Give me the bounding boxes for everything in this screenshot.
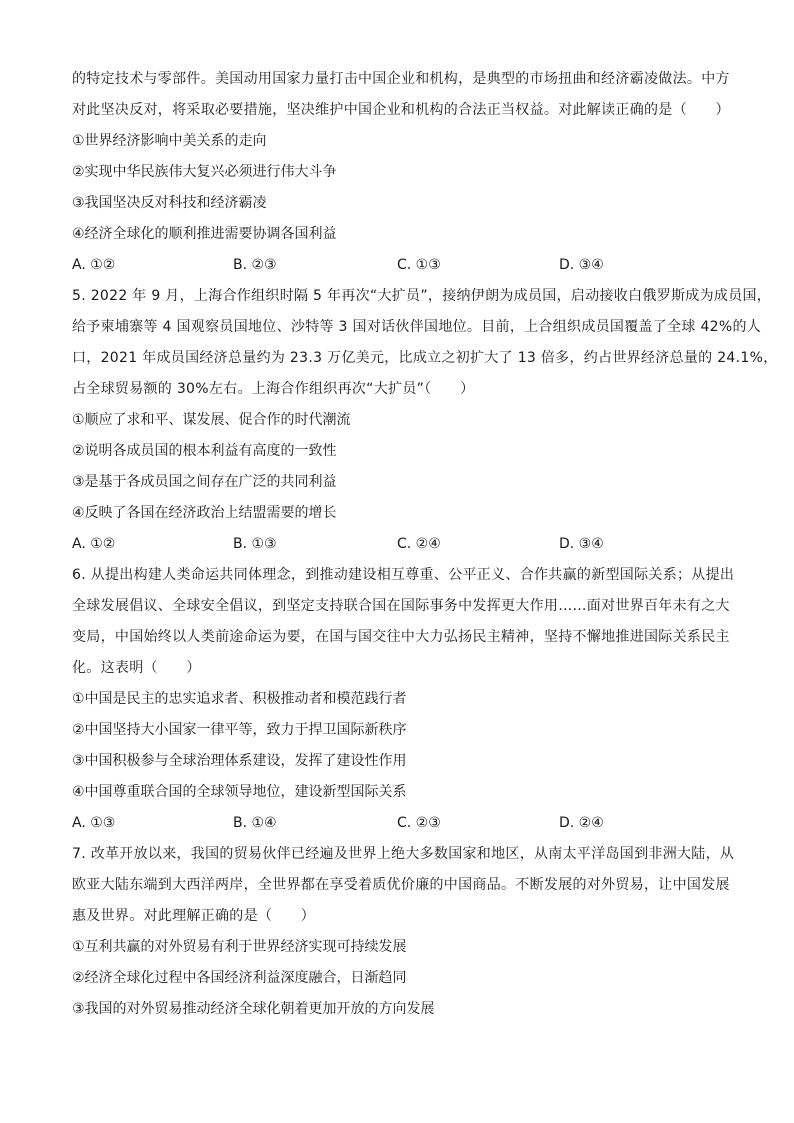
question-7-stem	[72, 839, 735, 932]
choice-d[interactable]: D. ②④	[559, 815, 604, 831]
choice-c[interactable]: C. ①③	[397, 257, 441, 273]
statement-3: ③我国坚决反对科技和经济霸凌	[72, 195, 267, 211]
stem-line: 对此坚决反对，将采取必要措施，坚决维护中国企业和机构的合法正当权益。对此解读正确的是（ ）	[72, 102, 730, 118]
stem-line: 给予柬埔寨等 4 国观察员国地位、沙特等 3 国对话伙伴国地位。目前，上合组织成员国覆盖了全球 42%的人	[72, 319, 762, 335]
statement-1: ①顺应了求和平、谋发展、促合作的时代潮流	[72, 412, 351, 428]
choice-c[interactable]: C. ②④	[397, 536, 441, 552]
statement-4: ④中国尊重联合国的全球领导地位，建设新型国际关系	[72, 784, 407, 800]
statement-1: ①互利共赢的对外贸易有利于世界经济实现可持续发展	[72, 939, 407, 955]
question-6-stem	[72, 560, 735, 684]
choice-d[interactable]: D. ③④	[559, 257, 604, 273]
stem-line: 5. 2022 年 9 月，上海合作组织时隔 5 年再次“大扩员”，接纳伊朗为成员国，启动接收白俄罗斯成为成员国，	[72, 288, 772, 304]
statement-3: ③中国积极参与全球治理体系建设，发挥了建设性作用	[72, 753, 407, 769]
statement-4: ④经济全球化的顺利推进需要协调各国利益	[72, 226, 337, 242]
question-7	[72, 839, 735, 1025]
statement-2: ②实现中华民族伟大复兴必须进行伟大斗争	[72, 164, 337, 180]
choice-a[interactable]: A. ①②	[72, 257, 116, 273]
question-4-stem	[72, 64, 730, 126]
choice-d[interactable]: D. ③④	[559, 536, 604, 552]
stem-line: 7. 改革开放以来，我国的贸易伙伴已经遍及世界上绝大多数国家和地区，从南太平洋岛国到非洲大陆，从	[72, 846, 735, 862]
stem-line: 占全球贸易额的 30%左右。上海合作组织再次“大扩员”（ ）	[72, 381, 475, 397]
question-5	[72, 281, 778, 560]
stem-line: 全球发展倡议、全球安全倡议，到坚定支持联合国在国际事务中发挥更大作用……面对世界百年未有之大	[72, 598, 730, 614]
statement-3: ③是基于各成员国之间存在广泛的共同利益	[72, 474, 337, 490]
answer-choices	[72, 250, 727, 281]
statement-1: ①中国是民主的忠实追求者、积极推动者和模范践行者	[72, 691, 407, 707]
choice-b[interactable]: B. ①④	[233, 815, 277, 831]
choice-a[interactable]: A. ①③	[72, 815, 116, 831]
choice-b[interactable]: B. ②③	[233, 257, 277, 273]
question-5-stem	[72, 281, 778, 405]
stem-line: 的特定技术与零部件。美国动用国家力量打击中国企业和机构，是典型的市场扭曲和经济霸凌做法。中方	[72, 71, 730, 87]
choice-a[interactable]: A. ①②	[72, 536, 116, 552]
statement-1: ①世界经济影响中美关系的走向	[72, 133, 267, 149]
answer-choices	[72, 529, 727, 560]
exam-page	[72, 64, 778, 1025]
answer-choices	[72, 808, 727, 839]
statement-2: ②中国坚持大小国家一律平等，致力于捍卫国际新秩序	[72, 722, 407, 738]
statement-4: ④反映了各国在经济政治上结盟需要的增长	[72, 505, 337, 521]
choice-b[interactable]: B. ①③	[233, 536, 277, 552]
stem-line: 欧亚大陆东端到大西洋两岸，全世界都在享受着质优价廉的中国商品。不断发展的对外贸易，让中国发展	[72, 877, 730, 893]
question-4	[72, 64, 730, 281]
question-6	[72, 560, 735, 839]
stem-line: 惠及世界。对此理解正确的是（ ）	[72, 908, 316, 924]
stem-line: 化。这表明（ ）	[72, 660, 201, 676]
statement-2: ②说明各成员国的根本利益有高度的一致性	[72, 443, 337, 459]
stem-line: 变局，中国始终以人类前途命运为要，在国与国交往中大力弘扬民主精神，坚持不懈地推进国际关系民主	[72, 629, 730, 645]
choice-c[interactable]: C. ②③	[397, 815, 441, 831]
statement-3: ③我国的对外贸易推动经济全球化朝着更加开放的方向发展	[72, 1001, 435, 1017]
stem-line: 6. 从提出构建人类命运共同体理念，到推动建设相互尊重、公平正义、合作共赢的新型国际关系；从提出	[72, 567, 735, 583]
statement-2: ②经济全球化过程中各国经济利益深度融合，日渐趋同	[72, 970, 407, 986]
stem-line: 口，2021 年成员国经济总量约为 23.3 万亿美元，比成立之初扩大了 13 倍多，约占世界经济总量的 24.1%，	[72, 350, 778, 366]
